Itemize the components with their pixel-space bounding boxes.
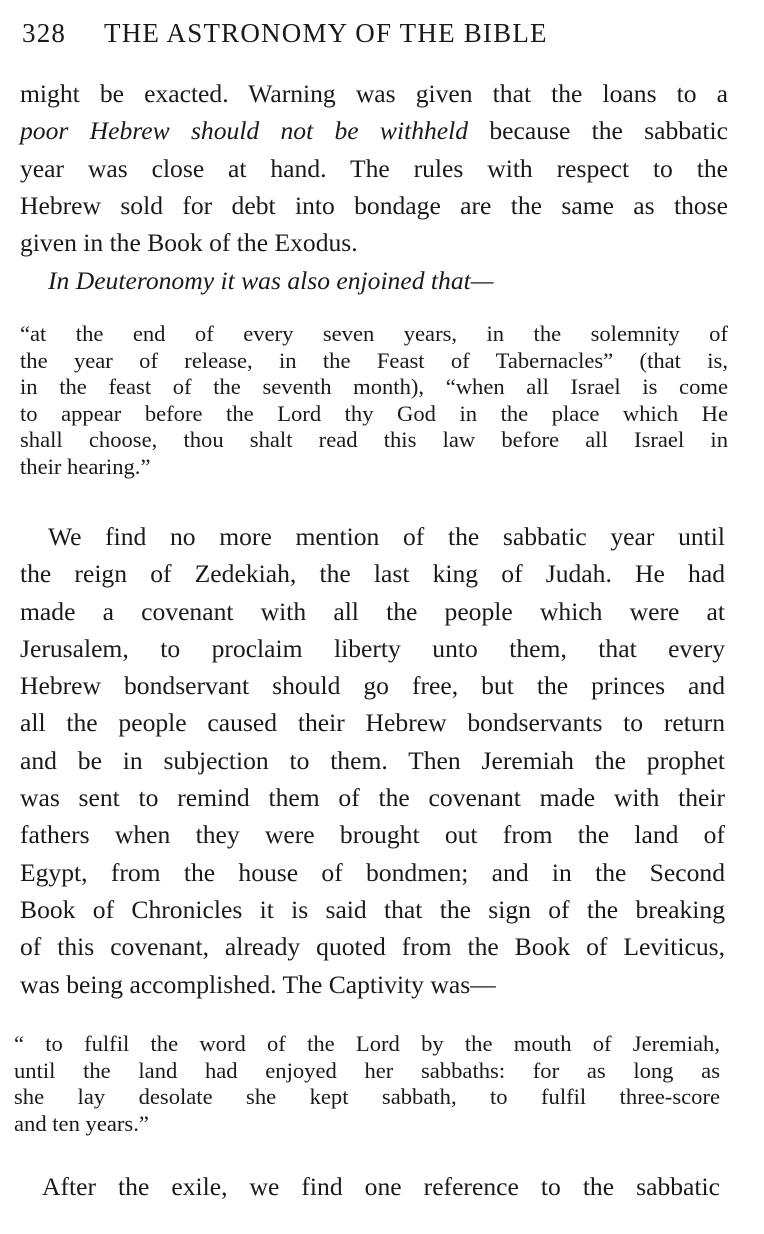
text-line: fathers when they were brought out from the land of [20, 820, 725, 850]
paragraph-after-exile [14, 1168, 720, 1205]
text-line: After the exile, we find one reference to the sabbatic [42, 1172, 720, 1201]
quote-line: their hearing.” [20, 453, 151, 479]
block-quote-jeremiah [14, 1031, 720, 1137]
text-fragment: because the sabbatic [468, 116, 728, 146]
running-title: THE ASTRONOMY OF THE BIBLE [104, 18, 548, 48]
text-line [20, 112, 728, 149]
quote-line: to appear before the Lord thy God in the place which He [20, 400, 728, 426]
italic-phrase: poor Hebrew should not be withheld [20, 116, 469, 146]
text-line [20, 262, 728, 299]
text-line: Hebrew bondservant should go free, but the princes and [20, 671, 725, 701]
text-line: Jerusalem, to proclaim liberty unto them, that every [20, 633, 725, 663]
quote-line: and ten years.” [14, 1110, 149, 1136]
text-line: the reign of Zedekiah, the last king of Judah. He had [20, 559, 725, 589]
page-number: 328 [22, 18, 67, 48]
quote-line: until the land had enjoyed her sabbaths: for as long as [14, 1057, 720, 1083]
text-line: Egypt, from the house of bondmen; and in the Second [20, 857, 725, 887]
text-line: We find no more mention of the sabbatic year until [48, 522, 725, 551]
text-line: Hebrew sold for debt into bondage are the same as those [20, 190, 728, 220]
quote-line: shall choose, thou shalt read this law before all Israel in [20, 427, 728, 452]
block-quote-deuteronomy [20, 321, 728, 480]
text-line: year was close at hand. The rules with respect to the [20, 153, 728, 183]
paragraph-loans [20, 75, 728, 261]
text-line: given in the Book of the Exodus. [20, 228, 358, 258]
text-line: was sent to remind them of the covenant made with their [20, 783, 725, 813]
italic-text: it was also enjoined that— [214, 266, 494, 295]
text-line: was being accomplished. The Captivity was— [20, 969, 496, 999]
text-line: of this covenant, already quoted from the Book of Leviticus, [20, 932, 725, 962]
paragraph-deuteronomy [20, 262, 728, 299]
book-name: Deuteronomy [75, 266, 215, 295]
text-line: Book of Chronicles it is said that the sign of the breaking [20, 894, 725, 924]
quote-line: she lay desolate she kept sabbath, to fulfil three-score [14, 1084, 720, 1109]
italic-text: In [48, 266, 76, 295]
text-line: might be exacted. Warning was given that the loans to a [20, 79, 728, 108]
quote-line: “ to fulfil the word of the Lord by the mouth of Jeremiah, [14, 1031, 720, 1056]
quote-line: in the feast of the seventh month), “when all Israel is come [20, 374, 728, 399]
quote-line: “at the end of every seven years, in the solemnity of [20, 321, 728, 346]
text-line: and be in subjection to them. Then Jeremiah the prophet [20, 745, 725, 775]
text-line: all the people caused their Hebrew bondservants to return [20, 708, 725, 738]
quote-line: the year of release, in the Feast of Tabernacles” (that is, [20, 347, 728, 373]
text-line: made a covenant with all the people which were at [20, 596, 725, 626]
paragraph-zedekiah [20, 518, 725, 1003]
page-header [22, 18, 742, 54]
